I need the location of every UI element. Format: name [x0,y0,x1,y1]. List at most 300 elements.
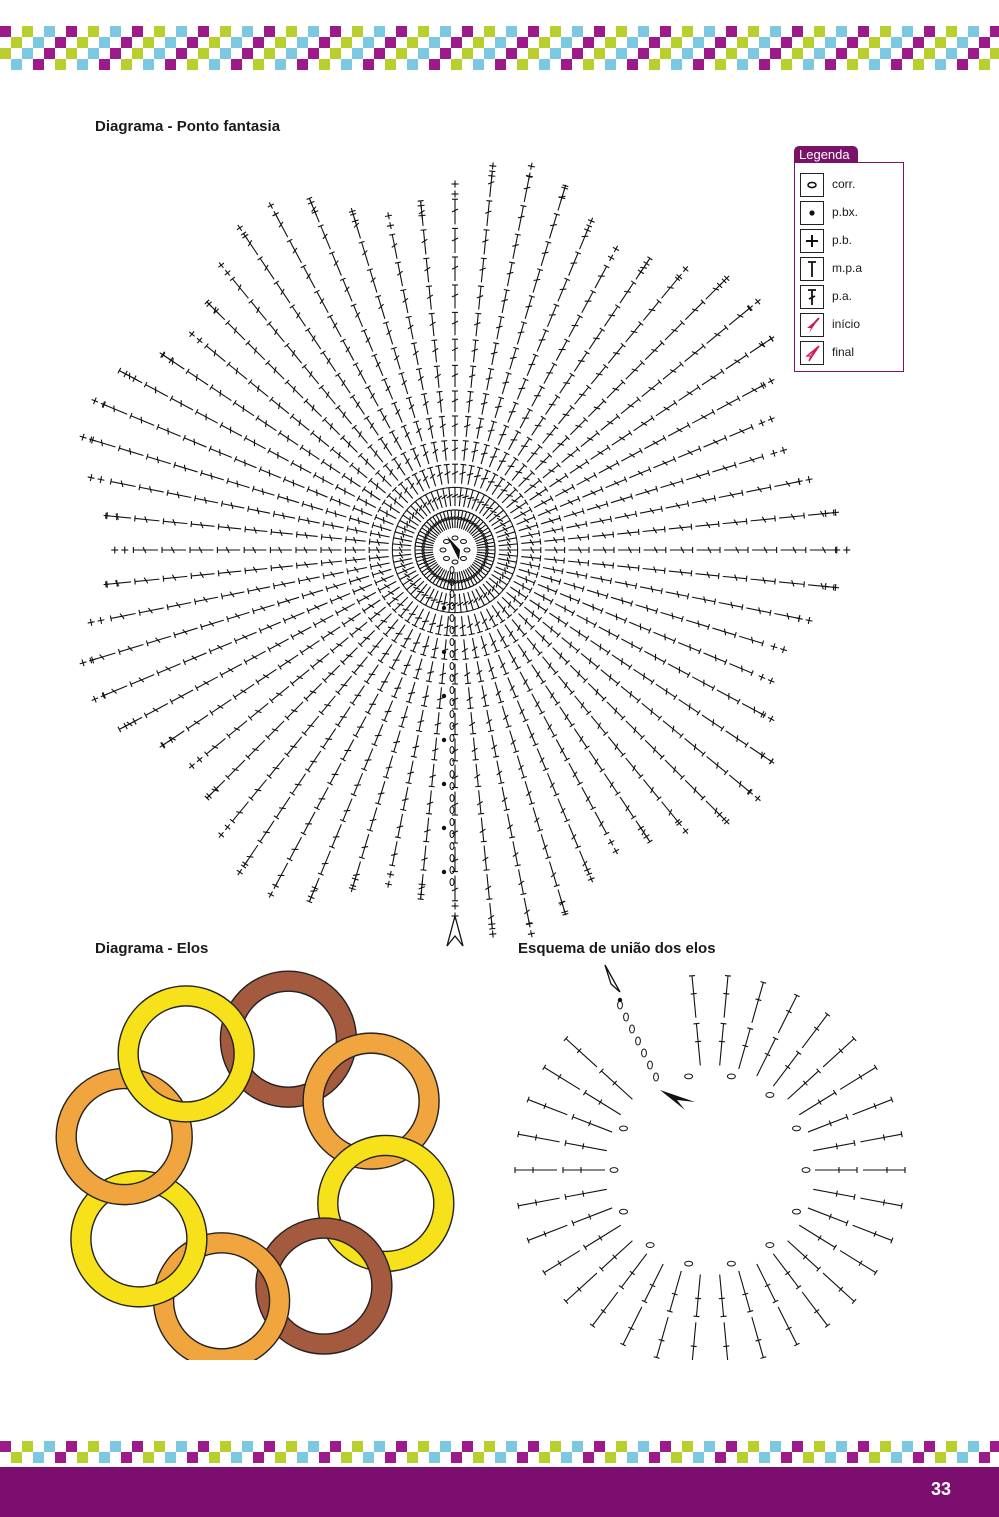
stitch-stem [308,330,321,349]
stitch-stem [171,690,193,702]
stitch-slash [255,789,262,790]
stitch-stem [321,851,331,874]
stitch-stem [685,780,703,798]
stitch-slash [434,576,441,577]
stitch-slash [340,717,347,718]
stitch-stem [392,432,402,450]
stitch-bar [245,568,246,574]
stitch-bar [539,564,540,570]
edge-plus [385,215,392,216]
stitch-bar [725,976,731,977]
center-chain [440,548,446,552]
stitch-bar [405,477,410,480]
stitch-stem [370,638,383,654]
stitch-stem [392,841,397,865]
edge-plus [769,336,773,342]
stitch-slash [599,1235,602,1240]
checker-cell [814,1441,825,1452]
checker-cell [550,26,561,37]
stitch-stem [778,1307,797,1345]
stitch-bar [298,516,299,522]
checker-cell [198,26,209,37]
stitch-bar [321,746,326,749]
chain-column [618,1001,623,1009]
checker-cell [22,48,33,59]
stitch-stem [518,613,532,627]
chain-column [636,1037,641,1045]
checker-cell [506,26,517,37]
stitch-slash [719,1298,725,1299]
stitch-stem [495,398,501,418]
stitch-bar [833,1090,836,1095]
stitch-stem [644,651,664,662]
stitch-stem [401,484,413,499]
checker-cell [0,48,11,59]
stitch-bar [664,568,665,574]
stitch-stem [197,412,218,423]
stitch-stem [171,398,193,410]
checker-cell [385,1452,396,1463]
legend-label: m.p.a [832,261,863,275]
stitch-stem [287,702,303,718]
stitch-stem [570,462,587,474]
stitch-stem [534,592,551,601]
stitch-stem [308,603,327,611]
stitch-stem [245,651,265,662]
stitch-stem [582,787,593,808]
stitch-slash [386,386,390,391]
inner-chain [646,1243,654,1248]
stitch-bar [431,657,437,658]
stitch-slash [292,350,295,356]
checker-cell [99,1452,110,1463]
stitch-stem [330,316,341,337]
stitch-stem [547,773,556,795]
stitch-stem [729,309,749,325]
stitch-stem [813,1189,854,1197]
stitch-stem [569,316,580,337]
stitch-stem [344,613,361,624]
stitch-slash [319,436,320,443]
checker-cell [374,48,385,59]
stitch-stem [354,427,367,443]
checker-cell [297,59,308,70]
stitch-bar [638,529,639,535]
stitch-slash [649,387,655,390]
stitch-stem [324,419,339,434]
stitch-slash [508,466,515,467]
stitch-bar [421,393,427,394]
stitch-stem [577,475,596,485]
stitch-bar [464,611,470,612]
checker-cell [847,1452,858,1463]
stitch-bar [346,558,347,564]
stitch-stem [394,348,400,369]
stitch-stem [437,712,439,733]
stitch-stem [558,407,572,424]
stitch-stem [462,465,464,484]
stitch-stem [378,613,392,627]
stitch-stem [426,818,428,842]
stitch-stem [163,521,187,523]
chain-column [450,711,454,718]
end-arrow-icon [447,916,463,946]
stitch-slash [288,435,289,442]
stitch-stem [245,568,267,570]
stitch-bar [444,635,450,636]
legend-label: p.b. [832,233,853,247]
stitch-slash [275,329,278,335]
stitch-stem [663,364,682,379]
edge-plus [528,933,535,934]
stitch-stem [643,301,659,320]
stitch-stem [595,812,607,834]
stitch-slash [419,505,422,511]
stitch-stem [232,279,248,298]
checker-cell [649,1452,660,1463]
stitch-slash [622,597,623,604]
checker-cell [11,1452,22,1463]
stitch-stem [757,1264,776,1302]
stitch-stem [323,627,340,639]
stitch-stem [724,1322,728,1360]
stitch-bar [426,418,432,419]
checker-cell [550,48,561,59]
stitch-bar [513,457,518,460]
stitch-bar [500,477,505,480]
stitch-bar [505,513,508,518]
checker-cell [682,48,693,59]
stitch-stem [808,585,834,588]
stitch-stem [343,799,352,821]
stitch-stem [635,489,656,495]
stitch-slash [390,469,393,475]
stitch-stem [489,578,503,590]
stitch-stem [292,306,305,326]
stitch-stem [414,735,418,757]
stitch-bar [544,487,547,492]
stitch-stem [426,258,428,282]
stitch-stem [323,729,336,748]
stitch-bar [539,530,540,536]
stitch-slash [401,717,408,718]
stitch-stem [587,590,607,596]
stitch-stem [582,603,601,611]
checker-cell [913,59,924,70]
stitch-stem [692,677,713,688]
stitch-stem [386,756,393,778]
stitch-stem [621,686,639,700]
stitch-stem [645,343,662,360]
stitch-stem [686,620,708,627]
checker-cell [385,59,396,70]
stitch-stem [661,612,683,619]
stitch-stem [518,1198,559,1206]
stitch-bar [691,524,692,530]
checker-cell [22,1441,33,1452]
stitch-stem [626,758,641,777]
stitch-stem [315,615,334,625]
stitch-stem [392,650,402,668]
checker-cell [880,48,891,59]
stitch-stem [483,502,495,516]
stitch-slash [374,613,380,616]
checker-cell [220,48,231,59]
checker-cell [132,48,143,59]
checker-cell [110,48,121,59]
checker-cell [781,59,792,70]
stitch-bar [475,786,481,787]
stitch-stem [553,648,568,663]
stitch-stem [544,559,564,561]
stitch-stem [147,457,171,464]
stitch-bar [484,870,490,871]
stitch-stem [696,1024,700,1066]
checker-cell [231,59,242,70]
stitch-stem [315,475,334,485]
stitch-stem [370,807,377,830]
stitch-stem [235,684,254,697]
stitch-slash [516,471,523,472]
stitch-stem [206,346,225,362]
stitch-bar [423,258,429,259]
stitch-slash [495,406,502,407]
stitch-bar [721,1023,727,1024]
stitch-slash [212,746,218,749]
stitch-stem [779,582,804,584]
stitch-stem [524,177,529,202]
checker-cell [825,1452,836,1463]
checker-cell [935,59,946,70]
stitch-stem [679,699,699,712]
stitch-bar [221,501,222,507]
checker-cell [451,37,462,48]
stitch-stem [601,416,618,430]
stitch-slash [598,590,599,597]
edge-plus [100,617,101,624]
edge-plus [835,584,836,591]
stitch-slash [717,762,718,769]
stitch-slash [534,279,541,280]
checker-cell [550,1441,561,1452]
stitch-stem [403,629,412,646]
stitch-stem [260,622,281,630]
chain-column [450,807,454,814]
stitch-stem [367,665,379,682]
stitch-bar [248,588,249,594]
stitch-stem [429,286,431,309]
stitch-stem [476,314,478,337]
stitch-stem [685,738,704,754]
stitch-slash [614,481,619,485]
edge-plus [825,583,826,590]
checker-cell [638,26,649,37]
stitch-stem [394,403,402,422]
stitch-stem [568,561,588,563]
stitch-stem [378,296,385,318]
stitch-slash [325,739,332,740]
stitch-bar [509,262,515,263]
stitch-slash [518,625,521,631]
edge-plus [488,924,495,925]
checker-cell [528,48,539,59]
stitch-bar [439,416,445,417]
checker-cell [242,1441,253,1452]
stitch-stem [558,799,567,821]
checker-cell [253,59,264,70]
checker-cell [781,1452,792,1463]
checker-cell [539,59,550,70]
stitch-stem [661,481,683,488]
stitch-bar [721,1316,727,1317]
stitch-stem [629,622,650,630]
stitch-bar [463,659,469,660]
checker-cell [913,37,924,48]
stitch-stem [621,399,639,413]
stitch-stem [201,620,223,627]
stitch-stem [643,568,665,570]
stitch-bar [468,708,474,709]
chain-column [450,627,454,634]
stitch-stem [774,614,799,619]
checker-cell [792,48,803,59]
checker-cell [88,1441,99,1452]
stitch-stem [643,529,665,531]
stitch-bar [167,490,168,496]
stitch-stem [439,392,441,413]
stitch-bar [405,620,410,623]
stitch-bar [901,1131,902,1137]
stitch-stem [481,818,483,842]
ring-link [56,1069,192,1205]
stitch-bar [509,837,515,838]
stitch-stem [752,1317,763,1357]
stitch-bar [460,635,466,636]
stitch-bar [483,393,489,394]
checker-cell [858,26,869,37]
checker-cell [990,1441,999,1452]
stitch-stem [486,474,495,491]
checker-cell [418,48,429,59]
slip-stitch-dot [442,650,446,654]
stitch-stem [423,230,425,254]
stitch-bar [441,659,447,660]
stitch-stem [634,418,653,431]
stitch-stem [665,323,682,340]
stitch-stem [498,655,506,674]
stitch-stem [573,1117,612,1132]
slip-stitch-dot [442,870,446,874]
stitch-bar [687,593,688,599]
stitch-bar [775,579,776,585]
stitch-stem [276,797,290,817]
stitch-bar [401,513,404,518]
stitch-stem [692,1322,696,1360]
checker-cell [275,37,286,48]
checker-cell [99,37,110,48]
stitch-stem [527,724,535,745]
inner-chain [620,1126,628,1131]
stitch-slash [615,744,618,750]
chain-column [624,1013,629,1021]
checker-cell [154,26,165,37]
stitch-stem [723,576,747,578]
stitch-slash [362,847,369,848]
stitch-stem [248,343,265,360]
stitch-stem [306,401,322,417]
stitch-stem [253,489,274,495]
checker-cell [363,59,374,70]
stitch-bar [564,558,565,564]
stitch-stem [560,499,579,507]
stitch-stem [356,716,366,736]
stitch-stem [601,670,618,684]
stitch-stem [464,441,466,461]
stitch-slash [540,758,544,763]
checker-cell [968,48,979,59]
stitch-slash [396,633,403,634]
stitch-stem [271,399,289,413]
stitch-slash [382,653,389,654]
stitch-stem [332,638,348,651]
checker-cell [33,1452,44,1463]
ring-link [118,986,254,1122]
stitch-stem [508,403,516,422]
stitch-slash [640,267,647,268]
stitch-bar [458,612,464,613]
stitch-stem [575,387,589,404]
stitch-stem [569,824,578,847]
stitch-stem [191,524,214,526]
stitch-stem [210,642,232,651]
edge-plus [387,874,394,875]
stitch-stem [434,738,436,760]
stitch-stem [269,324,284,343]
stitch-stem [385,619,398,634]
stitch-bar [498,316,504,317]
stitch-stem [591,716,605,734]
stitch-bar [486,201,492,202]
stitch-slash [631,331,638,332]
stitch-stem [704,438,726,447]
stitch-slash [234,728,240,731]
stitch-slash [550,783,554,788]
stitch-bar [796,1051,801,1055]
stitch-bar [631,281,636,284]
stitch-stem [422,612,429,630]
edge-plus [638,270,644,274]
checker-cell [517,59,528,70]
legend-label: p.bx. [832,205,859,219]
edge-plus [644,262,650,266]
stitch-slash [568,454,574,457]
stitch-stem [608,345,623,363]
stitch-stem [546,686,558,704]
stitch-stem [210,449,232,458]
stitch-bar [440,611,446,612]
stitch-slash [667,287,674,288]
checker-cell [143,59,154,70]
stitch-bar [395,262,401,263]
stitch-stem [569,763,580,784]
elos-rings-diagram [40,960,480,1360]
checker-cell [22,26,33,37]
stitch-slash [479,567,480,574]
checker-cell [0,1441,11,1452]
stitch-slash [430,526,431,533]
stitch-slash [583,1143,584,1149]
stitch-stem [556,340,567,360]
